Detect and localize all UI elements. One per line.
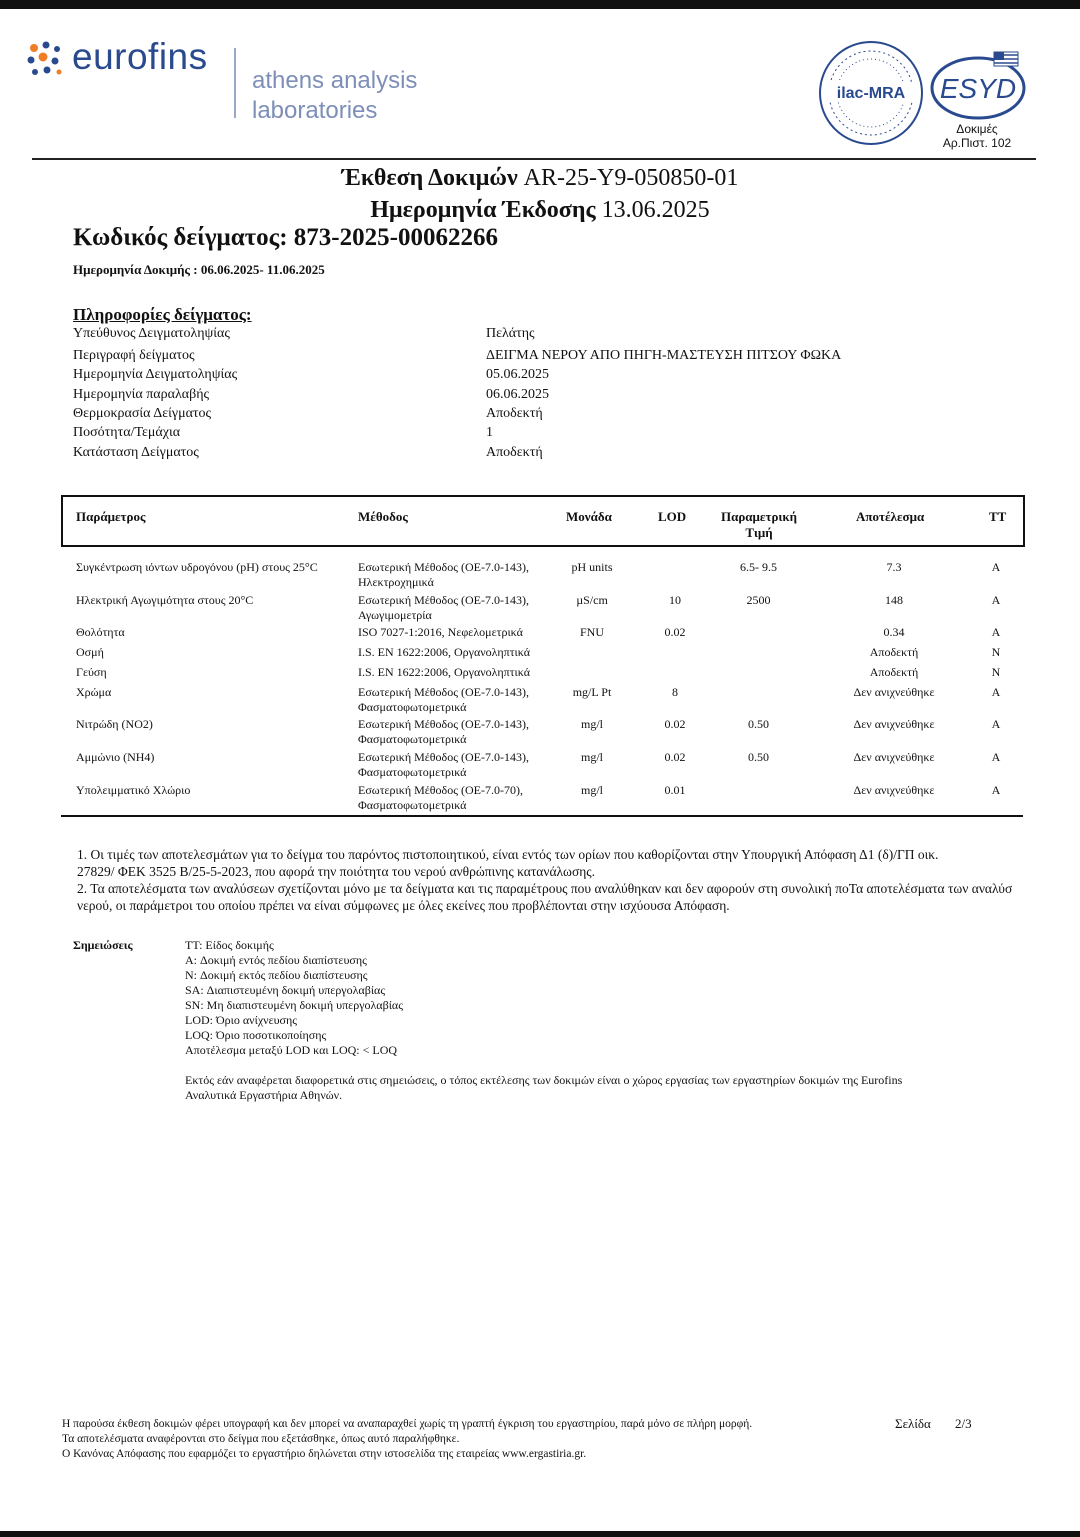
remark-item: Αποτέλεσμα μεταξύ LOD και LOQ: < LOQ [185, 1043, 398, 1057]
cell-method [358, 750, 529, 780]
test-date: Ημερομηνία Δοκιμής : 06.06.2025- 11.06.2025 [73, 262, 325, 277]
cell-unit: µS/cm [576, 593, 608, 607]
issue-label: Ημερομηνία Έκδοσης [370, 197, 596, 223]
issue-date-line [0, 197, 1080, 224]
info-value: Αποδεκτή [486, 445, 543, 460]
cell-tt: A [991, 625, 1001, 639]
header-method: Μέθοδος [358, 509, 408, 524]
header-tt: TT [989, 509, 1007, 524]
info-label: Θερμοκρασία Δείγματος [73, 406, 212, 421]
cell-result: Δεν ανιχνεύθηκε [853, 685, 935, 699]
report-label: Έκθεση Δοκιμών [341, 165, 518, 191]
cell-lod: 0.02 [664, 625, 686, 639]
cell-limit: 6.5- 9.5 [740, 560, 777, 574]
cell-parameter: Αμμώνιο (NH4) [76, 750, 155, 764]
info-value: ΔΕΙΓΜΑ ΝΕΡΟΥ ΑΠΟ ΠΗΓΗ-ΜΑΣΤΕΥΣΗ ΠΙΤΣΟΥ ΦΩΚΑ [486, 348, 842, 363]
header-unit: Μονάδα [566, 509, 612, 524]
footer-line2: Τα αποτελέσματα αναφέρονται στο δείγμα που εξετάσθηκε, όπως αυτό παραλήφθηκε. [62, 1433, 460, 1445]
cell-unit: FNU [579, 625, 604, 639]
info-value: 1 [486, 425, 493, 440]
header-lod: LOD [658, 509, 687, 524]
page-label: Σελίδα [895, 1416, 931, 1431]
esyd-caption-line1: Δοκιμές [956, 122, 998, 136]
cell-lod: 8 [672, 685, 678, 699]
cell-method-line1: Εσωτερική Μέθοδος (ΟΕ-7.0-143), [358, 717, 529, 731]
remarks-list [185, 938, 403, 1058]
report-number: AR-25-Y9-050850-01 [523, 165, 739, 191]
cell-unit: pH units [571, 560, 613, 574]
cell-tt: A [991, 593, 1001, 607]
header-result: Αποτέλεσμα [856, 509, 925, 524]
sample-info-heading: Πληροφορίες δείγματος: [73, 305, 252, 324]
cell-tt: N [991, 665, 1001, 679]
cell-parameter: Νιτρώδη (NO2) [76, 717, 153, 731]
info-label: Ημερομηνία παραλαβής [73, 387, 210, 402]
location-line1: Εκτός εάν αναφέρεται διαφορετικά στις σημειώσεις, ο τόπος εκτέλεσης των δοκιμών είναι ο χώρος εργασίας των εργαστηρίων δοκιμών της Eurofins [185, 1073, 903, 1087]
cell-lod: 10 [669, 593, 681, 607]
footer-line1: Η παρούσα έκθεση δοκιμών φέρει υπογραφή και δεν μπορεί να αναπαραχθεί χωρίς τη γραπτή έγκριση του εργαστηρίου, παρά μόνο σε πλήρη μορφή. [62, 1418, 753, 1430]
cell-method-line2: Φασματοφωτομετρικά [358, 700, 467, 714]
cell-method-line1: I.S. EN 1622:2006, Οργανοληπτικά [358, 665, 530, 679]
report-title [0, 165, 1080, 192]
note-1-line2: 27829/ ΦΕΚ 3525 Β/25-5-2023, που αφορά την ποιότητα του νερού ανθρώπινης κατανάλωσης. [77, 864, 596, 879]
cell-method-line1: Εσωτερική Μέθοδος (ΟΕ-7.0-143), [358, 593, 529, 607]
lab-name [252, 66, 417, 126]
remarks-label: Σημειώσεις [73, 938, 133, 952]
cell-method [358, 645, 530, 660]
note-2-line1: 2. Τα αποτελέσματα των αναλύσεων σχετίζονται μόνο με τα δείγματα και τις παραμέτρους που αναλύθηκαν και δεν αφορούν στη συνολική ποΤα αποτελέσματα των αναλύσ [77, 881, 1013, 896]
issue-date: 13.06.2025 [601, 197, 710, 223]
footer-disclaimer [62, 1417, 752, 1462]
cell-parameter: Οσμή [76, 645, 104, 659]
cell-method [358, 560, 529, 590]
cell-result: Δεν ανιχνεύθηκε [853, 717, 935, 731]
cell-limit: 0.50 [748, 717, 769, 731]
info-label: Ημερομηνία Δειγματοληψίας [73, 367, 238, 382]
info-value: Πελάτης [486, 326, 535, 341]
cell-limit: 2500 [746, 593, 771, 607]
cell-result: Δεν ανιχνεύθηκε [853, 750, 935, 764]
cell-result: 148 [885, 593, 903, 607]
sample-code: Κωδικός δείγματος: 873-2025-00062266 [73, 224, 498, 251]
info-label: Περιγραφή δείγματος [73, 348, 195, 363]
cell-method-line2: Φασματοφωτομετρικά [358, 765, 467, 779]
cell-parameter: Γεύση [76, 665, 107, 679]
lab-name-line2: laboratories [252, 97, 378, 124]
note-1-line1: 1. Οι τιμές των αποτελεσμάτων για το δείγμα του παρόντος πιστοποιητικού, είναι εντός των ορίων που καθορίζονται στην Υπουργική Απόφαση Δ1 (δ)/ΓΠ οικ. [77, 847, 939, 862]
cell-parameter: Χρώμα [76, 685, 112, 699]
location-line2: Αναλυτικά Εργαστήρια Αθηνών. [185, 1088, 343, 1102]
remark-item: A: Δοκιμή εντός πεδίου διαπίστευσης [185, 953, 367, 967]
cell-tt: A [991, 560, 1001, 574]
info-label: Ποσότητα/Τεμάχια [73, 425, 181, 440]
note-1 [77, 846, 1012, 914]
cell-method-line1: Εσωτερική Μέθοδος (ΟΕ-7.0-143), [358, 560, 529, 574]
info-value: Αποδεκτή [486, 406, 543, 421]
header-limit [703, 509, 815, 541]
remark-item: LOD: Όριο ανίχνευσης [185, 1013, 298, 1027]
cell-method-line1: I.S. EN 1622:2006, Οργανοληπτικά [358, 645, 530, 659]
cell-limit: 0.50 [748, 750, 769, 764]
cell-parameter: Συγκέντρωση ιόντων υδρογόνου (pH) στους 25°C [76, 560, 318, 574]
page-number: 2/3 [955, 1416, 972, 1431]
cell-result: Δεν ανιχνεύθηκε [853, 783, 935, 797]
cell-method [358, 665, 530, 680]
eurofins-wordmark: eurofins [72, 36, 208, 77]
cell-tt: A [991, 750, 1001, 764]
cell-method [358, 717, 529, 747]
cell-lod: 0.02 [664, 717, 686, 731]
cell-lod: 0.01 [664, 783, 686, 797]
info-value: 05.06.2025 [486, 367, 549, 382]
cell-tt: A [991, 783, 1001, 797]
esyd-label: ESYD [939, 73, 1017, 104]
cell-method-line2: Φασματοφωτομετρικά [358, 732, 467, 746]
header-divider [32, 158, 1036, 160]
cell-result: Αποδεκτή [869, 645, 919, 659]
cell-result: 7.3 [886, 560, 902, 574]
cell-tt: A [991, 685, 1001, 699]
cell-parameter: Θολότητα [76, 625, 125, 639]
ilac-label: ilac-MRA [836, 85, 906, 102]
remark-item: SN: Μη διαπιστευμένη δοκιμή υπεργολαβίας [185, 998, 403, 1012]
cell-parameter: Υπολειμματικό Χλώριο [76, 783, 191, 797]
cell-method-line2: Ηλεκτροχημικά [358, 575, 434, 589]
bottom-border [0, 1531, 1080, 1537]
cell-method [358, 593, 529, 623]
remark-item: SA: Διαπιστευμένη δοκιμή υπεργολαβίας [185, 983, 386, 997]
remark-item: LOQ: Όριο ποσοτικοποίησης [185, 1028, 327, 1042]
cell-parameter: Ηλεκτρική Αγωγιμότητα στους 20°C [76, 593, 254, 607]
cell-unit: mg/l [580, 750, 603, 764]
info-label: Κατάσταση Δείγματος [73, 445, 199, 460]
ilac-mra-seal-icon [818, 40, 924, 146]
cell-method-line2: Φασματοφωτομετρικά [358, 798, 467, 812]
esyd-caption [920, 122, 1034, 150]
cell-method [358, 625, 523, 640]
remark-item: TT: Είδος δοκιμής [185, 938, 274, 952]
cell-method-line1: Εσωτερική Μέθοδος (ΟΕ-7.0-143), [358, 750, 529, 764]
test-location-note [185, 1073, 975, 1103]
cell-unit: mg/l [580, 717, 603, 731]
header-limit-line2: Τιμή [745, 525, 773, 540]
info-value: 06.06.2025 [486, 387, 549, 402]
cell-method [358, 783, 523, 813]
esyd-logo-icon [928, 50, 1028, 120]
esyd-caption-line2: Αρ.Πιστ. 102 [942, 136, 1012, 150]
cell-method-line1: Εσωτερική Μέθοδος (ΟΕ-7.0-70), [358, 783, 523, 797]
remark-item: N: Δοκιμή εκτός πεδίου διαπίστευσης [185, 968, 368, 982]
cell-method-line1: Εσωτερική Μέθοδος (ΟΕ-7.0-143), [358, 685, 529, 699]
lab-name-line1: athens analysis [252, 67, 418, 94]
header-limit-line1: Παραμετρική [720, 509, 798, 524]
cell-result: Αποδεκτή [869, 665, 919, 679]
footer-line3: Ο Κανόνας Απόφασης που εφαρμόζει το εργαστήριο δηλώνεται στην ιστοσελίδα της εταιρείας www.ergastiria.gr. [62, 1448, 587, 1460]
cell-method [358, 685, 529, 715]
cell-unit: mg/l [580, 783, 603, 797]
cell-lod: 0.02 [664, 750, 686, 764]
table-bottom-rule [61, 815, 1023, 817]
logo-divider [234, 48, 236, 118]
cell-method-line2: Αγωγιμομετρία [358, 608, 432, 622]
cell-result: 0.34 [883, 625, 905, 639]
note-2-line2: νερού, οι παράμετροι του οποίου πρέπει να είναι σύμφωνες με όλες εκείνες που προβλέπονται στην ισχύουσα Απόφαση. [77, 898, 730, 913]
cell-tt: A [991, 717, 1001, 731]
cell-unit: mg/L Pt [572, 685, 612, 699]
eurofins-dots-logo-icon [26, 40, 66, 80]
header-parameter: Παράμετρος [76, 509, 146, 524]
results-table-header [61, 495, 1025, 547]
info-label: Υπεύθυνος Δειγματοληψίας [73, 326, 230, 341]
cell-tt: N [991, 645, 1001, 659]
cell-method-line1: ISO 7027-1:2016, Νεφελομετρικά [358, 625, 523, 639]
top-border [0, 0, 1080, 9]
